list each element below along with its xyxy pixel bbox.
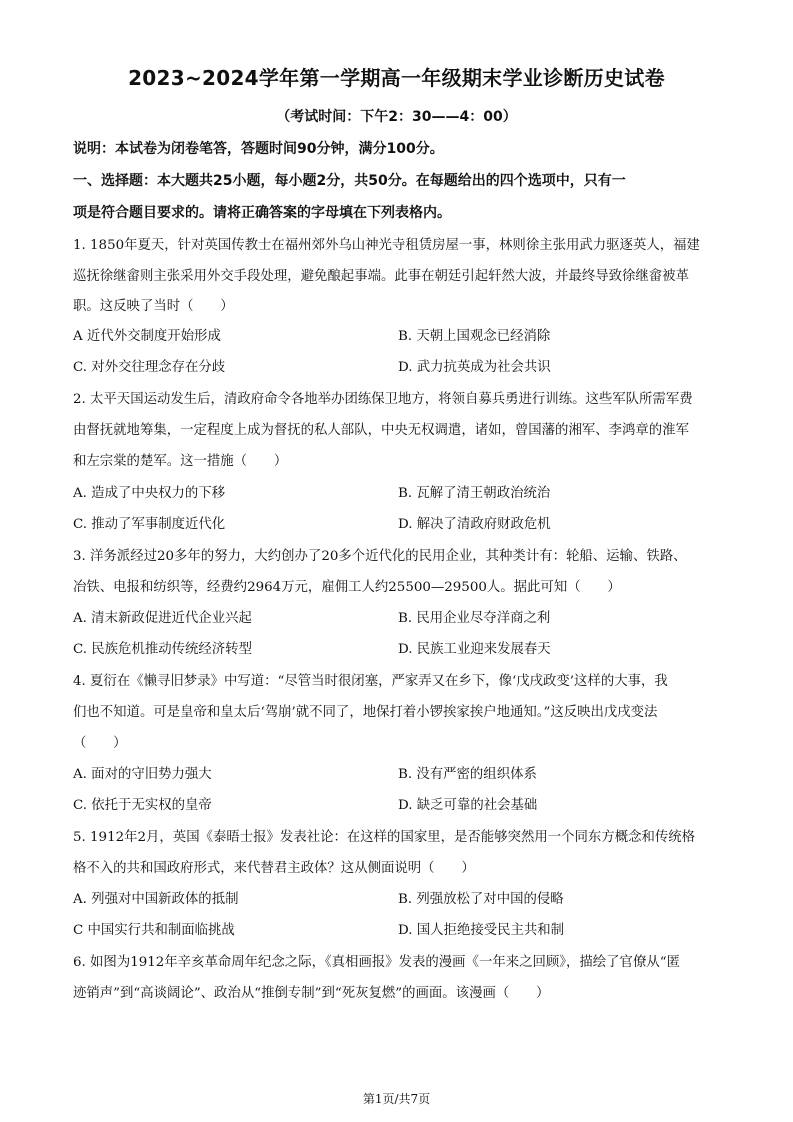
- question-4-option-c: C. 依托于无实权的皇帝: [73, 798, 212, 813]
- question-4-option-a: A. 面对的守旧势力强大: [73, 767, 212, 782]
- question-4-option-d: D. 缺乏可靠的社会基础: [398, 798, 538, 813]
- question-1-option-d: D. 武力抗英成为社会共识: [398, 360, 551, 375]
- question-2-line-2: 由督抚就地筹集，一定程度上成为督抚的私人部队，中央无权调遣，诸如，曾国藩的湘军、李鸿章的淮军: [73, 423, 689, 438]
- question-5-option-c: C 中国实行共和制面临挑战: [73, 923, 235, 938]
- section-heading-line-1: 一、选择题：本大题共25小题，每小题2分，共50分。在每题给出的四个选项中，只有一: [73, 173, 626, 189]
- question-1-option-a: A 近代外交制度开始形成: [73, 329, 221, 344]
- question-1-option-b: B. 天朝上国观念已经消除: [398, 329, 551, 344]
- question-1-line-3: 职。这反映了当时（ ）: [73, 299, 234, 314]
- question-4-option-b: B. 没有严密的组织体系: [398, 767, 537, 782]
- question-1-option-c: C. 对外交往理念存在分歧: [73, 360, 226, 375]
- question-3-option-d: D. 民族工业迎来发展春天: [398, 642, 551, 657]
- question-5-option-b: B. 列强放松了对中国的侵略: [398, 892, 564, 907]
- question-2-option-d: D. 解决了清政府财政危机: [398, 517, 551, 532]
- question-4-line-1: 4. 夏衍在《懒寻旧梦录》中写道：“尽管当时很闭塞，严家弄又在乡下，像‘戊戌政变’这样的大事，我: [73, 674, 668, 689]
- question-3-option-a: A. 清末新政促进近代企业兴起: [73, 611, 252, 626]
- question-2-line-1: 2. 太平天国运动发生后，清政府命令各地举办团练保卫地方，将领自募兵勇进行训练。这些军队所需军费: [73, 392, 693, 407]
- question-3-option-c: C. 民族危机推动传统经济转型: [73, 642, 252, 657]
- question-6-line-1: 6. 如图为1912年辛亥革命周年纪念之际，《真相画报》发表的漫画《一年来之回顾》，描绘了官僚从“匿: [73, 955, 680, 970]
- instruction-note: 说明：本试卷为闭卷笔答，答题时间90分钟，满分100分。: [73, 141, 444, 157]
- section-heading-line-2: 项是符合题目要求的。请将正确答案的字母填在下列表格内。: [73, 205, 451, 221]
- page-title: 2023~2024学年第一学期高一年级期末学业诊断历史试卷: [128, 66, 665, 90]
- question-5-option-a: A. 列强对中国新政体的抵制: [73, 892, 239, 907]
- question-3-line-1: 3. 洋务派经过20多年的努力，大约创办了20多个近代化的民用企业，其种类计有：轮船、运输、铁路、: [73, 549, 687, 564]
- question-2-option-a: A. 造成了中央权力的下移: [73, 486, 226, 501]
- question-2-option-c: C. 推动了军事制度近代化: [73, 517, 226, 532]
- question-5-line-2: 格不入的共和国政府形式，来代替君主政体？这从侧面说明（ ）: [73, 861, 475, 876]
- question-2-line-3: 和左宗棠的楚军。这一措施（ ）: [73, 454, 288, 469]
- page-number: 第1页/共7页: [362, 1092, 431, 1106]
- question-3-option-b: B. 民用企业尽夺洋商之利: [398, 611, 551, 626]
- question-4-line-3: （ ）: [73, 736, 127, 751]
- question-1-line-2: 巡抚徐继畲则主张采用外交手段处理，避免酿起事端。此事在朝廷引起轩然大波，并最终导致徐继畲被革: [73, 269, 689, 284]
- question-6-line-2: 迹销声”到“高谈阔论”、政治从“推倒专制”到“死灰复燃”的画面。该漫画（ ）: [73, 986, 550, 1001]
- question-5-option-d: D. 国人拒绝接受民主共和制: [398, 923, 565, 938]
- exam-time: （考试时间：下午2：30——4：00）: [276, 109, 517, 125]
- question-3-line-2: 冶铁、电报和纺织等，经费约2964万元，雇佣工人约25500—29500人。据此可知（ ）: [73, 580, 621, 595]
- question-5-line-1: 5. 1912年2月，英国《泰晤士报》发表社论：在这样的国家里，是否能够突然用一个同东方概念和传统格: [73, 830, 696, 845]
- question-4-line-2: 们也不知道。可是皇帝和皇太后‘驾崩’就不同了，地保打着小锣挨家挨户地通知。”这反映出戊戌变法: [73, 705, 658, 720]
- question-1-line-1: 1. 1850年夏天，针对英国传教士在福州郊外乌山神光寺租赁房屋一事，林则徐主张用武力驱逐英人，福建: [73, 238, 700, 253]
- question-2-option-b: B. 瓦解了清王朝政治统治: [398, 486, 551, 501]
